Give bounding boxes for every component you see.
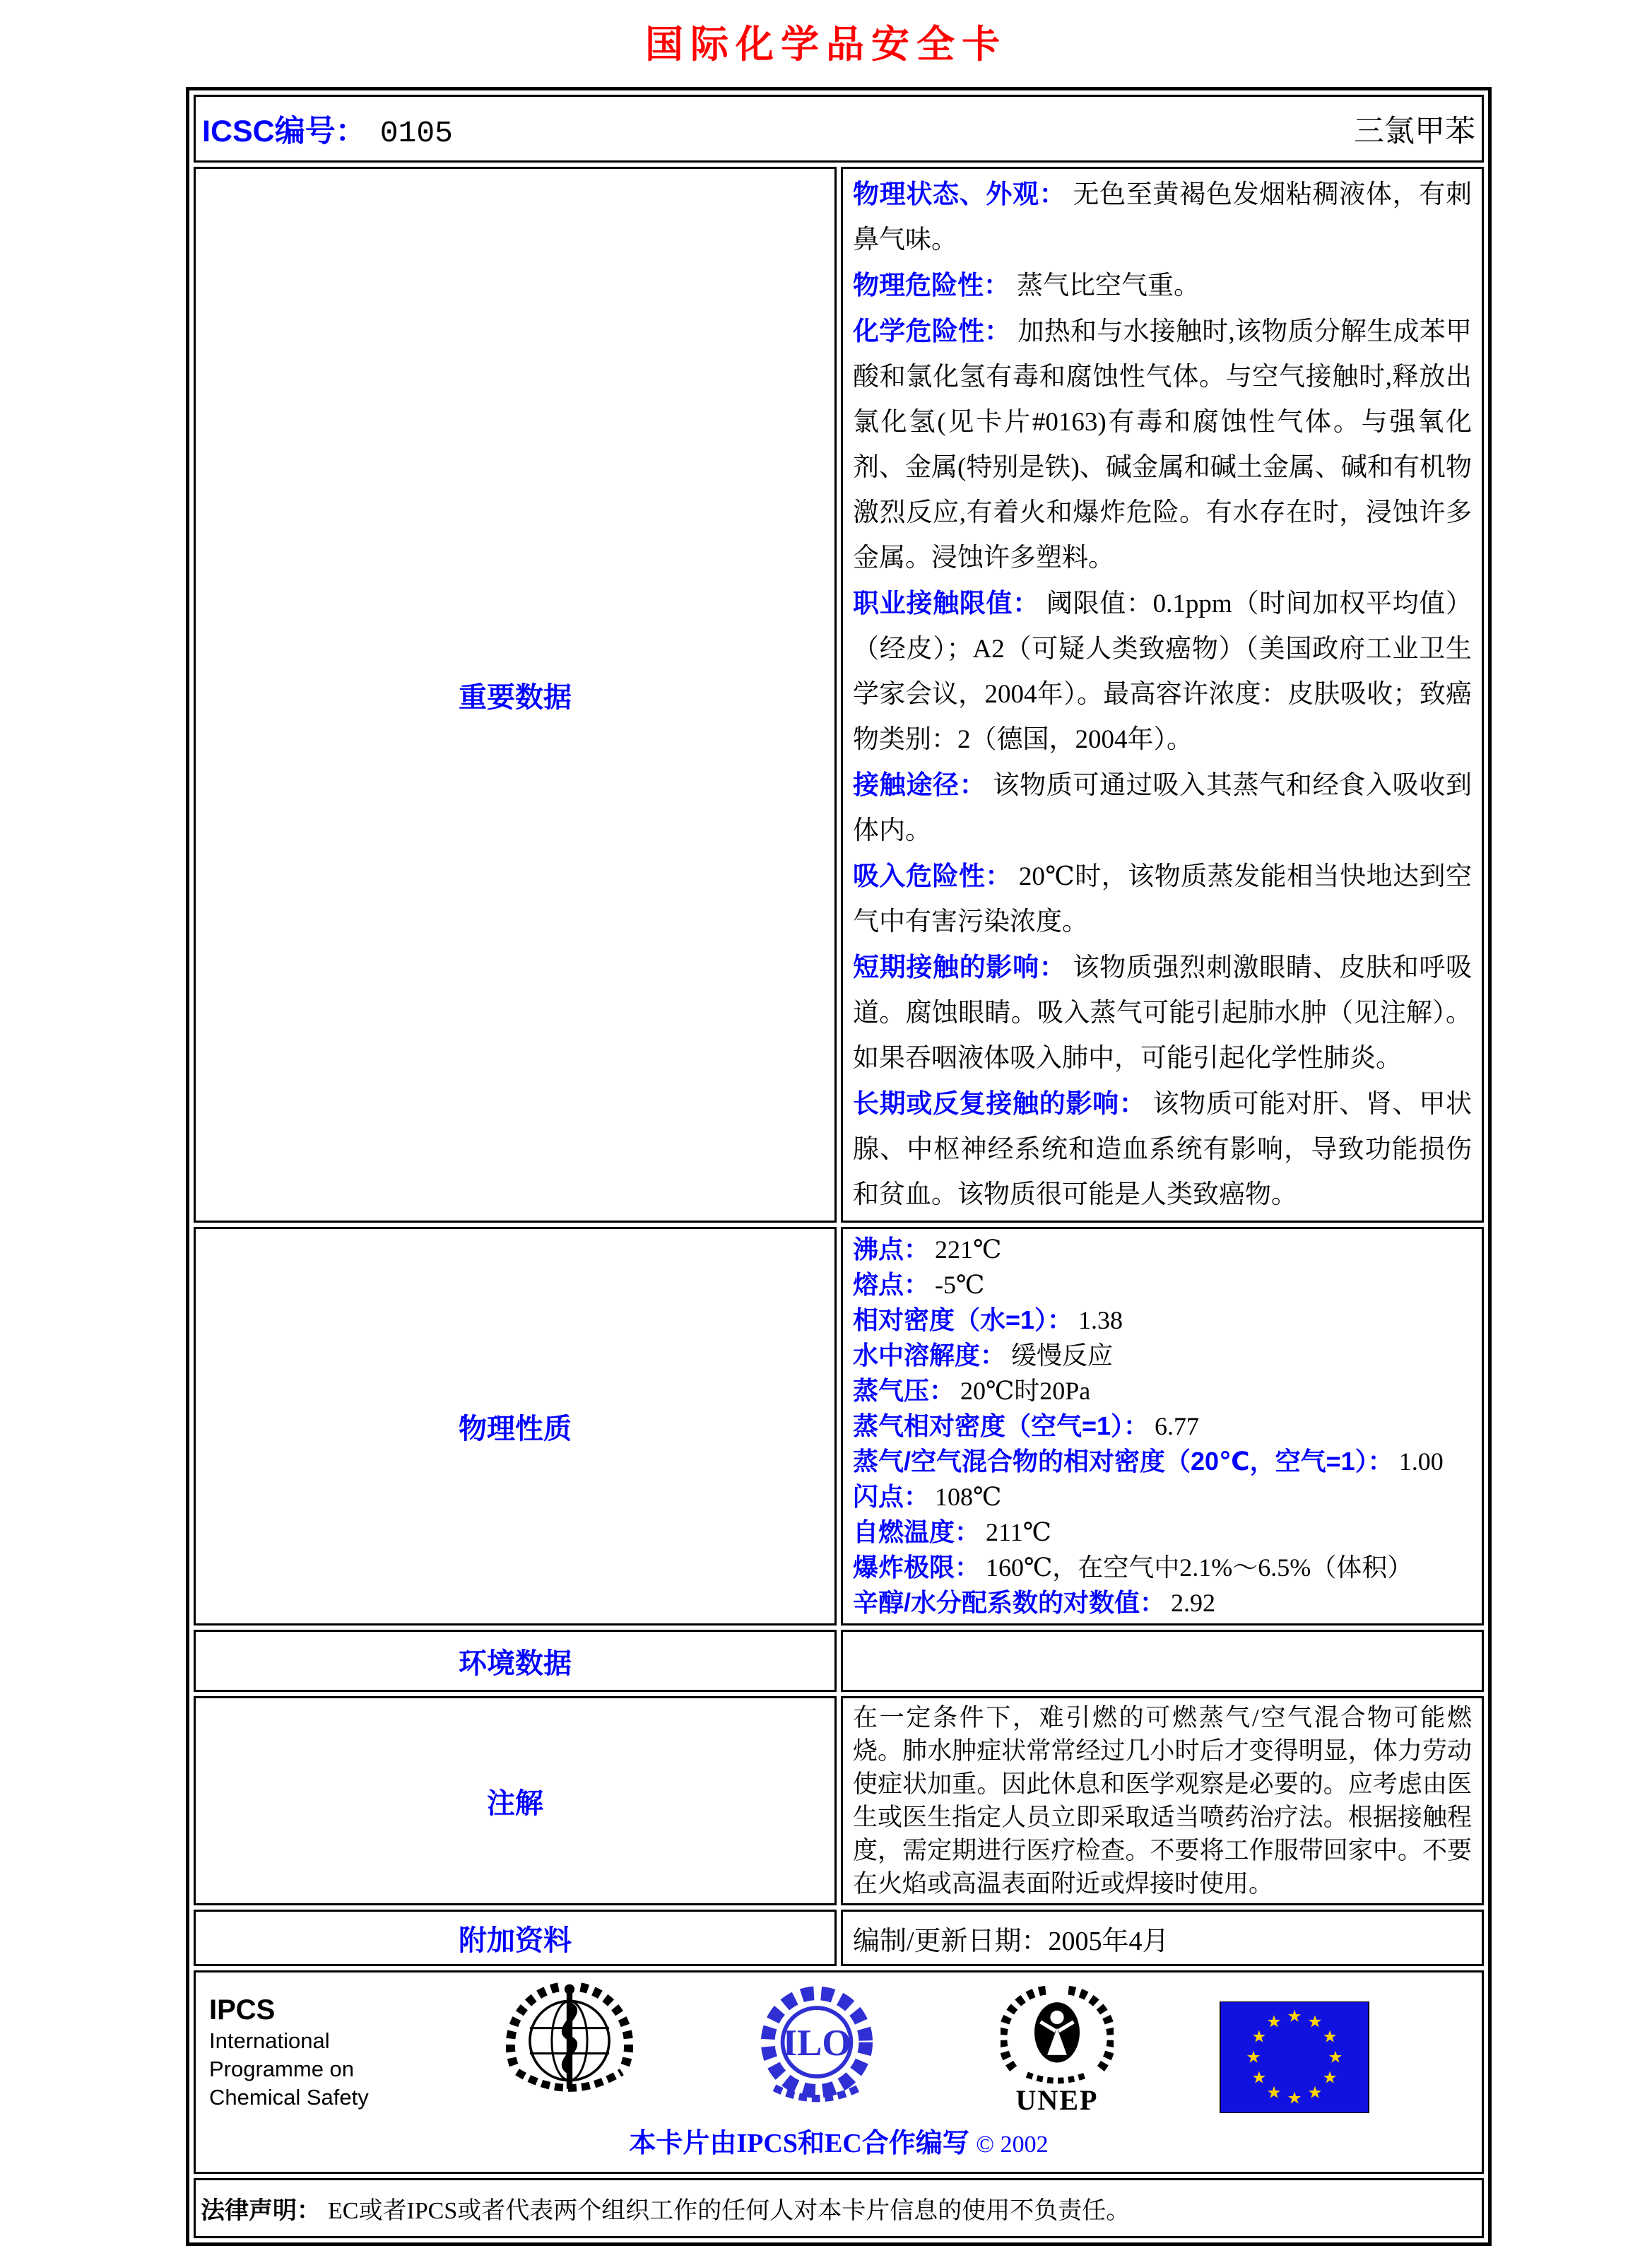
copyright-text: © 2002 [976,2132,1049,2158]
item-label: 相对密度（水=1）： [853,1305,1073,1334]
item-value: 20℃时20Pa [960,1377,1091,1405]
page-title: 国际化学品安全卡 [645,23,1007,66]
physical-property-item [853,1267,1472,1303]
item-value: 6.77 [1155,1412,1200,1440]
item-label: 蒸气压： [853,1376,955,1405]
item-label: 化学危险性： [853,317,1011,346]
icsc-number-value: 0105 [379,115,453,151]
ipcs-abbr: IPCS [209,1994,276,2025]
physical-property-item [853,1550,1472,1585]
physical-property-item [853,1585,1472,1621]
physical-properties-row [194,1227,1484,1625]
additional-info-text: 编制/更新日期：2005年4月 [853,1926,1169,1956]
ipcs-line: International [209,2028,330,2053]
card-header [196,98,1481,160]
item-label: 长期或反复接触的影响： [853,1089,1146,1118]
item-value: 2.92 [1171,1589,1216,1617]
section-label-physical-properties: 物理性质 [194,1227,837,1625]
physical-property-item [853,1232,1472,1267]
who-logo [506,1982,633,2112]
item-text: 阈限值：0.1ppm（时间加权平均值）（经皮）；A2（可疑人类致癌物）（美国政府工业卫生学家会议，2004年）。最高容许浓度：皮肤吸收；致癌物类别：2（德国，2004年）。 [853,589,1472,754]
item-value: 1.38 [1078,1306,1123,1334]
notes-text: 在一定条件下，难引燃的可燃蒸气/空气混合物可能燃烧。肺水肿症状常常经过几小时后才变得明显，体力劳动使症状加重。因此休息和医学观察是必要的。应考虑由医生或医生指定人员立即采取适当喷药治疗法。根据接触程度，需定期进行医疗检查。不要将工作服带回家中。不要在火焰或高温表面附近或焊接时使用。 [853,1704,1472,1898]
item-label: 辛醇/水分配系数的对数值： [853,1588,1166,1617]
important-data-item [853,1081,1472,1218]
item-text: 该物质可能对肝、肾、甲状腺、中枢神经系统和造血系统有影响，导致功能损伤和贫血。该物质很可能是人类致癌物。 [853,1090,1472,1209]
unep-logo [1001,1982,1114,2117]
eu-flag-icon [1220,2001,1369,2113]
ilo-logo [753,1982,880,2112]
physical-property-item [853,1303,1472,1338]
item-text: 蒸气比空气重。 [1017,271,1200,300]
section-label-additional-info: 附加资料 [194,1910,837,1966]
item-label: 闪点： [853,1482,930,1511]
important-data-item [853,945,1472,1081]
section-label-environmental-data: 环境数据 [194,1630,837,1692]
item-label: 沸点： [853,1235,930,1264]
icsc-number-label: ICSC编号： [202,114,366,148]
additional-info-content [841,1910,1484,1966]
chemical-name: 三氯甲苯 [1354,114,1475,148]
item-label: 自燃温度： [853,1517,981,1546]
item-label: 物理危险性： [853,271,1010,300]
important-data-content [841,167,1484,1223]
item-label: 短期接触的影响： [853,953,1066,982]
physical-properties-content [841,1227,1484,1625]
ipcs-block [209,1982,421,2112]
ipcs-line: Chemical Safety [209,2085,369,2110]
legal-row [194,2178,1484,2238]
additional-info-row [194,1910,1484,1966]
physical-property-item [853,1479,1472,1515]
unep-logo-icon [1001,1982,1114,2088]
notes-content [841,1696,1484,1905]
item-text: 20℃时，该物质蒸发能相当快地达到空气中有害污染浓度。 [853,862,1473,936]
important-data-item [853,763,1472,854]
item-text: 该物质可通过吸入其蒸气和经食入吸收到体内。 [853,771,1473,845]
eu-flag [1220,1982,1369,2113]
who-logo-icon [506,1982,633,2112]
item-label: 职业接触限值： [853,589,1039,618]
important-data-item [853,309,1472,581]
ilo-letters: ILO [782,2023,851,2064]
credit-text: 本卡片由IPCS和EC合作编写 [629,2129,969,2158]
item-value: 缓慢反应 [1011,1341,1114,1370]
important-data-row [194,167,1484,1223]
item-value: 211℃ [986,1518,1051,1546]
item-label: 爆炸极限： [853,1553,981,1582]
credit-line [209,2121,1468,2160]
item-value: 160℃，在空气中2.1%～6.5%（体积） [986,1553,1413,1582]
legal-text: EC或者IPCS或者代表两个组织工作的任何人对本卡片信息的使用不负责任。 [328,2198,1131,2224]
item-label: 熔点： [853,1270,930,1299]
logos-row [194,1970,1484,2174]
environmental-data-row [194,1630,1484,1692]
icsc-number-group [202,107,453,151]
unep-word: UNEP [1015,2084,1099,2116]
physical-property-item [853,1515,1472,1550]
legal-label: 法律声明： [201,2197,321,2224]
item-text: 加热和与水接触时,该物质分解生成苯甲酸和氯化氢有毒和腐蚀性气体。与空气接触时,释放出氯化氢(见卡片#0163)有毒和腐蚀性气体。与强氧化剂、金属(特别是铁)、碱金属和碱土金属、碱和有机物激烈反应,有着火和爆炸危险。有水存在时，浸蚀许多金属。浸蚀许多塑料。 [853,317,1472,572]
icsc-card-table [186,87,1492,2246]
item-label: 水中溶解度： [853,1341,1006,1370]
item-label: 物理状态、外观： [853,180,1066,208]
logos-strip [196,1973,1481,2171]
physical-property-item [853,1409,1472,1444]
section-label-notes: 注解 [194,1696,837,1905]
item-label: 蒸气相对密度（空气=1）： [853,1411,1150,1440]
ipcs-line: Programme on [209,2057,355,2081]
item-text: 无色至黄褐色发烟粘稠液体，有刺鼻气味。 [853,180,1473,254]
item-label: 接触途径： [853,770,986,799]
important-data-item [853,854,1472,945]
important-data-item [853,263,1472,309]
item-value: -5℃ [935,1271,985,1299]
notes-row [194,1696,1484,1905]
item-text: 该物质强烈刺激眼睛、皮肤和呼吸道。腐蚀眼睛。吸入蒸气可能引起肺水肿（见注解）。如果吞咽液体吸入肺中，可能引起化学性肺炎。 [853,953,1473,1073]
important-data-item [853,581,1472,763]
physical-property-item [853,1338,1472,1373]
physical-property-item [853,1444,1472,1479]
item-label: 吸入危险性： [853,862,1012,890]
header-row [194,95,1484,163]
environmental-data-content [841,1630,1484,1692]
item-value: 108℃ [935,1483,1002,1511]
legal-notice [196,2181,1481,2235]
item-label: 蒸气/空气混合物的相对密度（20℃，空气=1）： [853,1447,1393,1476]
physical-property-item [853,1373,1472,1409]
ilo-logo-icon [753,1982,880,2112]
item-value: 221℃ [935,1235,1002,1264]
important-data-item [853,172,1472,263]
section-label-important-data: 重要数据 [194,167,837,1223]
item-value: 1.00 [1398,1447,1444,1476]
